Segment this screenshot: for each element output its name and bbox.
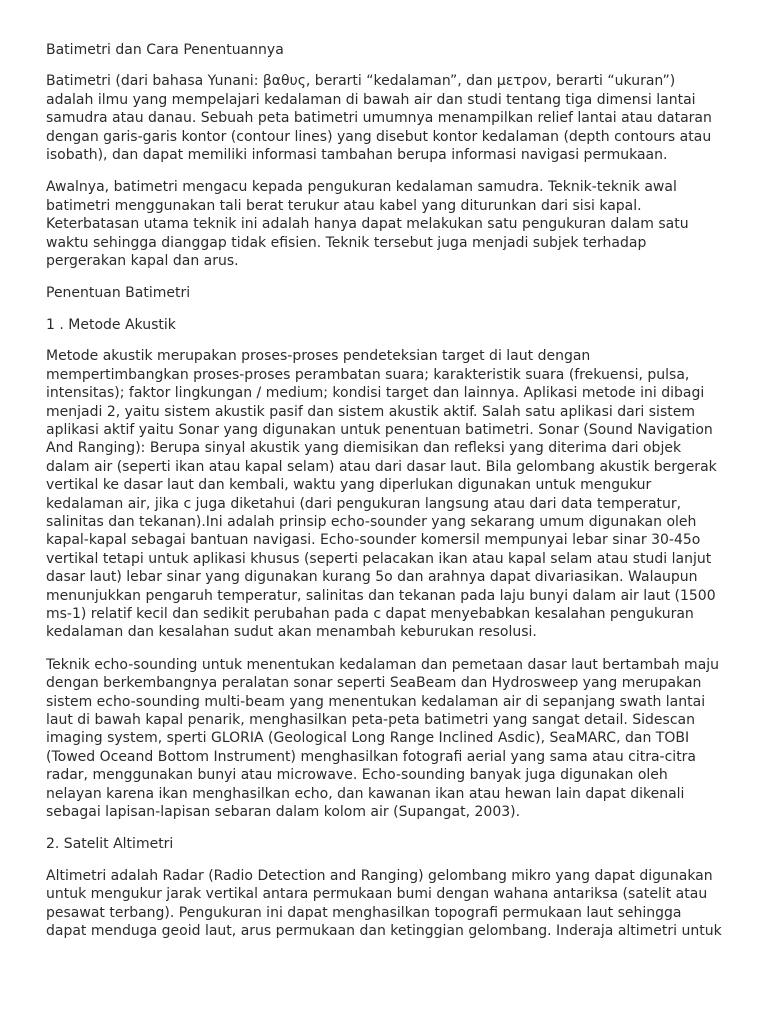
section-heading-penentuan: Penentuan Batimetri — [46, 285, 191, 302]
paragraph-definition: Batimetri (dari bahasa Yunani: βαθυς, berarti “kedalaman”, dan μετρον, berarti “ukuran”) adalah ilmu yang mempelajari kedalaman di bawah air dan studi tentang tiga dimensi lantai samudra atau danau. Sebuah peta batimetri umumnya menampilkan relief lantai atau dataran dengan garis-garis kontor (contour lines) yang disebut kontor kedalaman (depth contours atau isobath), dan dapat memiliki informasi tambahan berupa informasi navigasi permukaan. — [46, 73, 712, 164]
paragraph-altimetri: Altimetri adalah Radar (Radio Detection and Ranging) gelombang mikro yang dapat digunakan untuk mengukur jarak vertikal antara permukaan bumi dengan wahana antariksa (satelit atau pesawat terbang). Pengukuran ini dapat menghasilkan topografi permukaan laut sehingga dapat menduga geoid laut, arus permukaan dan ketinggian gelombang. Inderaja altimetri untuk — [46, 867, 722, 940]
paragraph-akustik-method: Metode akustik merupakan proses-proses pendeteksian target di laut dengan mempertimbangkan proses-proses perambatan suara; karakteristik suara (frekuensi, pulsa, intensitas); faktor lingkungan / medium; kondisi target dan lainnya. Aplikasi metode ini dibagi menjadi 2, yaitu sistem akustik pasif dan sistem akustik aktif. Salah satu aplikasi dari sistem aplikasi aktif yaitu Sonar yang digunakan untuk penentuan batimetri. Sonar (Sound Navigation And Ranging): Berupa sinyal akustik yang diemisikan dan refleksi yang diterima dari objek dalam air (seperti ikan atau kapal selam) atau dari dasar laut. Bila gelombang akustik bergerak vertikal ke dasar laut dan kembali, waktu yang diperlukan digunakan untuk mengukur kedalaman air, jika c juga diketahui (dari pengukuran langsung atau dari data temperatur, salinitas dan tekanan).Ini adalah prinsip echo-sounder yang sekarang umum digunakan oleh kapal-kapal sebagai bantuan navigasi. Echo-sounder komersil mempunyai lebar sinar 30-45o vertikal tetapi untuk aplikasi khusus (seperti pelacakan ikan atau kapal selam atau studi lanjut dasar laut) lebar sinar yang digunakan kurang 5o dan arahnya dapat divariasikan. Walaupun menunjukkan pengaruh temperatur, salinitas dan tekanan pada laju bunyi dalam air laut (1500 ms-1) relatif kecil dan sedikit perubahan pada c dapat menyebabkan kesalahan pengukuran kedalaman dan kesalahan sudut akan menambah keburukan resolusi. — [46, 348, 717, 641]
document-title: Batimetri dan Cara Penentuannya — [46, 42, 284, 58]
document-page — [46, 41, 726, 954]
subsection-heading-akustik: 1 . Metode Akustik — [46, 316, 176, 333]
subsection-heading-altimetri: 2. Satelit Altimetri — [46, 836, 174, 853]
paragraph-echo-sounding: Teknik echo-sounding untuk menentukan kedalaman dan pemetaan dasar laut bertambah maju dengan berkembangnya peralatan sonar seperti SeaBeam dan Hydrosweep yang merupakan sistem echo-sounding multi-beam yang menentukan kedalaman air di sepanjang swath lantai laut di bawah kapal penarik, menghasilkan peta-peta batimetri yang sangat detail. Sidescan imaging system, sperti GLORIA (Geological Long Range Inclined Asdic), SeaMARC, dan TOBI (Towed Oceand Bottom Instrument) menghasilkan fotografi aerial yang sama atau citra-citra radar, menggunakan bunyi atau microwave. Echo-sounding banyak juga digunakan oleh nelayan karena ikan menghasilkan echo, dan kawanan ikan atau hewan lain dapat dikenali sebagai lapisan-lapisan sebaran dalam kolom air (Supangat, 2003). — [46, 656, 720, 821]
paragraph-history: Awalnya, batimetri mengacu kepada pengukuran kedalaman samudra. Teknik-teknik awal batimetri menggunakan tali berat terukur atau kabel yang diturunkan dari sisi kapal. Keterbatasan utama teknik ini adalah hanya dapat melakukan satu pengukuran dalam satu waktu sehingga dianggap tidak efisien. Teknik tersebut juga menjadi subjek terhadap pergerakan kapal dan arus. — [46, 179, 689, 270]
